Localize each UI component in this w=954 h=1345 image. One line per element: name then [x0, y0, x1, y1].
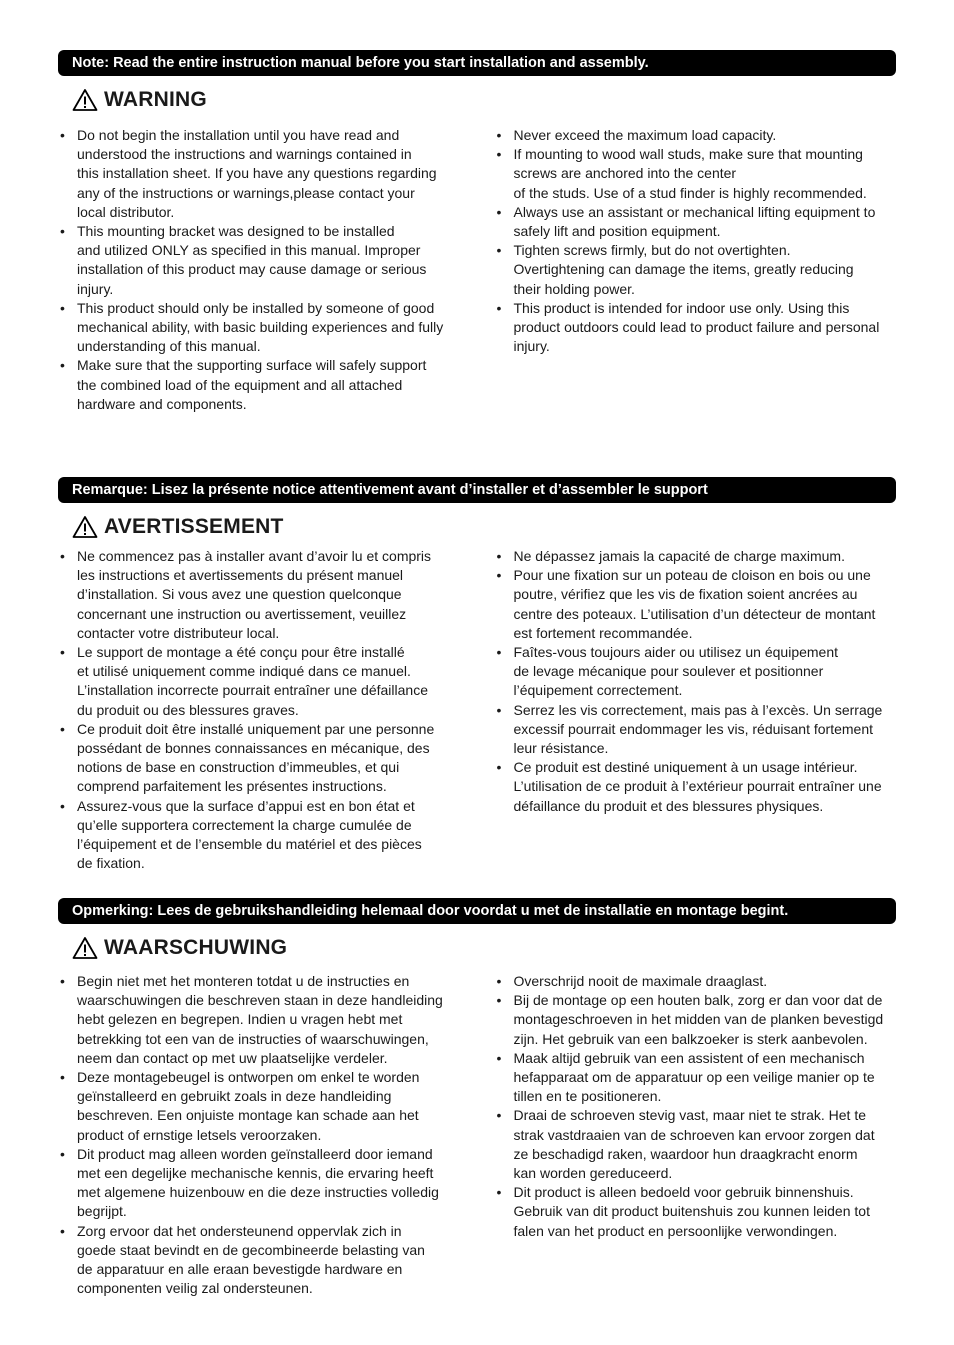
warning-list-left [60, 547, 460, 873]
list-item: • Overschrijd nooit de maximale draaglast. [497, 972, 897, 991]
warning-section-en [58, 50, 896, 414]
warning-section-nl [58, 898, 896, 1298]
list-item: • Dit product is alleen bedoeld voor gebruik binnenshuis. Gebruik van dit product buitenshuis zou kunnen leiden tot falen van het product en persoonlijke verwondingen. [497, 1183, 897, 1241]
list-item: • Ce produit doit être installé uniquement par une personne possédant de bonnes connaissances en mécanique, des notions de base en construction d’immeubles, et qui comprend parfaitement les présentes instructions. [60, 720, 460, 797]
list-item: • Le support de montage a été conçu pour être installé et utilisé uniquement comme indiqué dans ce manuel. L’installation incorrecte pourrait entraîner une défaillance du produit ou des blessures graves. [60, 643, 460, 720]
list-item: • Ne dépassez jamais la capacité de charge maximum. [497, 547, 897, 566]
list-item: • Maak altijd gebruik van een assistent of een mechanisch hefapparaat om de apparatuur op een veilige manier op te tillen en te positioneren. [497, 1049, 897, 1107]
warning-heading [72, 86, 896, 114]
heading-text: WAARSCHUWING [104, 936, 288, 959]
list-item: • Never exceed the maximum load capacity. [497, 126, 897, 145]
list-item: • Begin niet met het monteren totdat u de instructies en waarschuwingen die beschreven staan in deze handleiding hebt gelezen en begrepen. Indien u vragen hebt met betrekking tot een van de instructies of waarschuwingen, neem dan contact op met uw plaatselijke verdeler. [60, 972, 460, 1068]
list-item: • Serrez les vis correctement, mais pas à l’excès. Un serrage excessif pourrait endommager les vis, réduisant fortement leur résistance. [497, 701, 897, 759]
note-banner: Opmerking: Lees de gebruikshandleiding helemaal door voordat u met de installatie en montage begint. [58, 898, 896, 924]
list-item: • Dit product mag alleen worden geïnstalleerd door iemand met een degelijke mechanische kennis, die ervaring heeft met algemene huizenbouw en die deze instructies volledig begrijpt. [60, 1145, 460, 1222]
list-item: • Always use an assistant or mechanical lifting equipment to safely lift and position equipment. [497, 203, 897, 241]
list-item: • Deze montagebeugel is ontworpen om enkel te worden geïnstalleerd en gebruikt zoals in deze handleiding beschreven. Een onjuiste montage kan schade aan het product of ernstige letsels veroorzaken. [60, 1068, 460, 1145]
note-banner: Remarque: Lisez la présente notice attentivement avant d’installer et d’assembler le support [58, 477, 896, 503]
list-item: • This mounting bracket was designed to be installed and utilized ONLY as specified in this manual. Improper installation of this product may cause damage or serious injury. [60, 222, 460, 299]
list-item: • Draai de schroeven stevig vast, maar niet te strak. Het te strak vastdraaien van de schroeven kan ervoor zorgen dat ze beschadigd raken, waardoor hun draagkracht enorm kan worden gereduceerd. [497, 1106, 897, 1183]
list-item: • Tighten screws firmly, but do not overtighten. Overtightening can damage the items, greatly reducing their holding power. [497, 241, 897, 299]
warning-list-right [497, 126, 897, 414]
warning-list-left [60, 126, 460, 414]
warning-list-left [60, 972, 460, 1298]
list-item: • Do not begin the installation until you have read and understood the instructions and warnings contained in this installation sheet. If you have any questions regarding any of the instructions or warnings,please contact your local distributor. [60, 126, 460, 222]
warning-heading [72, 513, 896, 541]
list-item: • Faîtes-vous toujours aider ou utilisez un équipement de levage mécanique pour soulever et positionner l’équipement correctement. [497, 643, 897, 701]
list-item: • If mounting to wood wall studs, make sure that mounting screws are anchored into the center of the studs. Use of a stud finder is highly recommended. [497, 145, 897, 203]
list-item: • Ce produit est destiné uniquement à un usage intérieur. L’utilisation de ce produit à l’extérieur pourrait entraîner une défaillance du produit et des blessures physiques. [497, 758, 897, 816]
warning-list-right [497, 547, 897, 873]
warning-list-right [497, 972, 897, 1298]
warning-heading [72, 934, 896, 962]
list-item: • Bij de montage op een houten balk, zorg er dan voor dat de montageschroeven in het midden van de planken bevestigd zijn. Het gebruik van een balkzoeker is sterk aanbevolen. [497, 991, 897, 1049]
note-banner: Note: Read the entire instruction manual before you start installation and assembly. [58, 50, 896, 76]
list-item: • Ne commencez pas à installer avant d’avoir lu et compris les instructions et avertissements du présent manuel d’installation. Si vous avez une question quelconque concernant une instruction ou avertissement, veuillez contacter votre distributeur local. [60, 547, 460, 643]
list-item: • Zorg ervoor dat het ondersteunend oppervlak zich in goede staat bevindt en de gecombineerde belasting van de apparatuur en alle eraan bevestigde hardware en componenten veilig zal ondersteunen. [60, 1222, 460, 1299]
warning-section-fr [58, 477, 896, 873]
warning-triangle-icon [72, 936, 98, 960]
list-item: • Pour une fixation sur un poteau de cloison en bois ou une poutre, vérifiez que les vis de fixation soient ancrées au centre des poteaux. L’utilisation d’un détecteur de montant est fortement recommandée. [497, 566, 897, 643]
list-item: • Assurez-vous que la surface d’appui est en bon état et qu’elle supportera correctement la charge cumulée de l’équipement et de l’ensemble du matériel et des pièces de fixation. [60, 797, 460, 874]
list-item: • This product should only be installed by someone of good mechanical ability, with basic building experiences and fully understanding of this manual. [60, 299, 460, 357]
warning-triangle-icon [72, 515, 98, 539]
heading-text: WARNING [104, 88, 207, 111]
heading-text: AVERTISSEMENT [104, 515, 284, 538]
warning-triangle-icon [72, 88, 98, 112]
list-item: • This product is intended for indoor use only. Using this product outdoors could lead to product failure and personal injury. [497, 299, 897, 357]
list-item: • Make sure that the supporting surface will safely support the combined load of the equipment and all attached hardware and components. [60, 356, 460, 414]
